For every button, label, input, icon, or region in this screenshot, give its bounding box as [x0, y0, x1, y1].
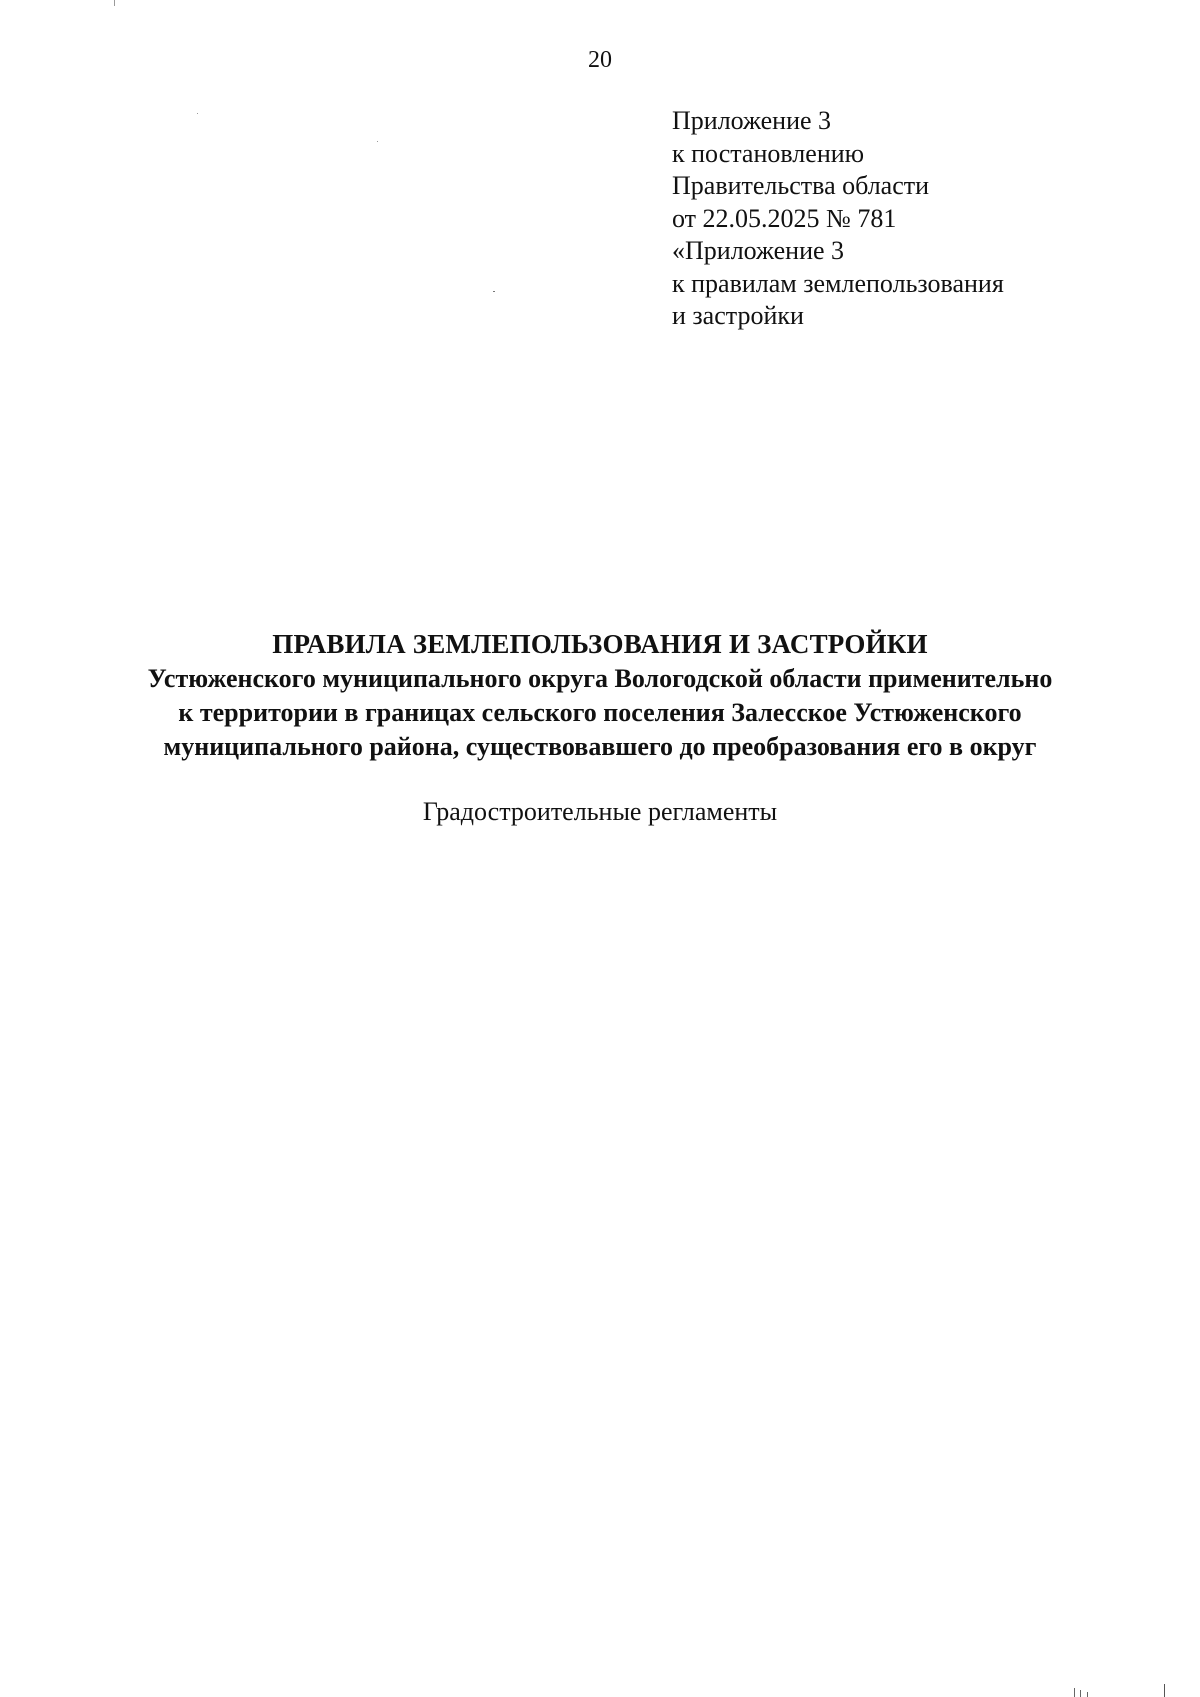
scan-artifact: [493, 291, 495, 292]
document-title-block: [60, 626, 1140, 764]
annex-reference-block: [672, 105, 1152, 333]
section-heading: Градостроительные регламенты: [422, 797, 778, 826]
scan-artifact: [114, 0, 115, 6]
scan-artifact: [377, 141, 378, 142]
annex-line: «Приложение 3: [672, 236, 845, 265]
scan-artifact: [1074, 1688, 1075, 1697]
scan-artifact: [197, 113, 198, 114]
scan-artifact: [1164, 1684, 1165, 1697]
subtitle-line: Устюженского муниципального округа Вологодской области применительно: [147, 664, 1053, 693]
scan-artifact: [1080, 1690, 1081, 1697]
page-number: 20: [588, 47, 612, 73]
scan-artifact: [1087, 1692, 1088, 1697]
annex-line: Правительства области: [672, 171, 930, 200]
annex-line: Приложение 3: [672, 106, 832, 135]
subtitle-line: к территории в границах сельского поселения Залесское Устюженского: [178, 698, 1022, 727]
annex-line: к постановлению: [672, 138, 865, 168]
annex-line: и застройки: [672, 301, 804, 330]
document-subtitle: [60, 662, 1140, 764]
annex-line: к правилам землепользования: [672, 268, 1004, 298]
document-title: ПРАВИЛА ЗЕМЛЕПОЛЬЗОВАНИЯ И ЗАСТРОЙКИ: [272, 629, 928, 659]
annex-line: от 22.05.2025 № 781: [672, 203, 897, 233]
subtitle-line: муниципального района, существовавшего до преобразования его в округ: [163, 732, 1037, 761]
